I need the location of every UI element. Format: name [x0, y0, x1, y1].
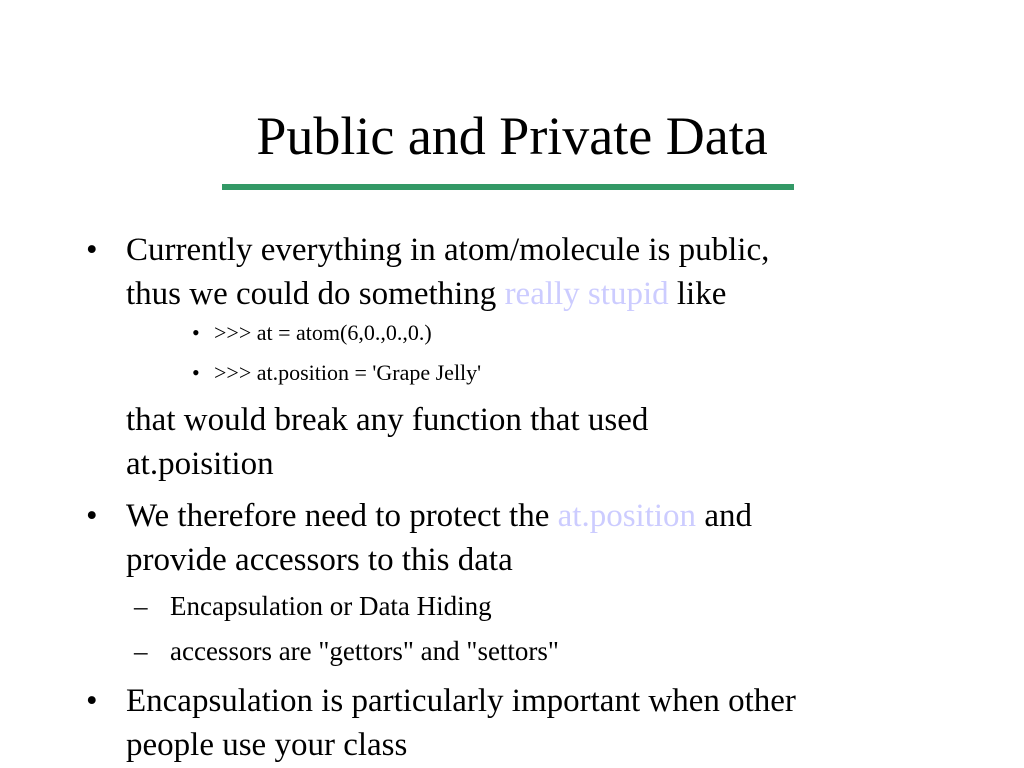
- bullet-1-line-2-pre: thus we could do something: [126, 276, 505, 312]
- title-underline: [222, 184, 794, 190]
- bullet-3-text: [126, 679, 966, 767]
- code-line-2-text: >>> at.position = 'Grape Jelly': [214, 360, 482, 385]
- bullet-1-text: [126, 228, 966, 316]
- sub-bullet-1-text: Encapsulation or Data Hiding: [170, 591, 492, 621]
- bullet-2-text: [126, 494, 966, 582]
- bullet-3-line-1: Encapsulation is particularly important when other: [126, 683, 796, 719]
- sub-bullet-marker: •: [192, 360, 200, 385]
- bullet-marker: •: [86, 683, 98, 719]
- bullet-3-line-2: people use your class: [126, 727, 408, 763]
- slide-title: Public and Private Data: [256, 106, 768, 166]
- sub-bullet-marker: •: [192, 320, 200, 345]
- dash-marker: –: [134, 591, 148, 621]
- sub-bullet-2-text: accessors are "gettors" and "settors": [170, 636, 559, 666]
- bullet-marker: •: [86, 232, 98, 268]
- bullet-2-line-2: provide accessors to this data: [126, 542, 513, 578]
- bullet-1-line-2-post: like: [668, 276, 727, 312]
- bullet-1-line-1: Currently everything in atom/molecule is public,: [126, 232, 770, 268]
- bullet-marker: •: [86, 498, 98, 534]
- highlight-at-position: at.position: [557, 498, 697, 534]
- continuation-line-2: at.poisition: [126, 446, 274, 482]
- continuation-line-1: that would break any function that used: [126, 402, 649, 438]
- bullet-2-line-1: [126, 494, 966, 538]
- code-line-1-text: >>> at = atom(6,0.,0.,0.): [214, 320, 432, 345]
- dash-marker: –: [134, 636, 148, 666]
- highlight-really-stupid: really stupid: [504, 276, 669, 312]
- bullet-2-line-1-post: and: [696, 498, 752, 534]
- bullet-1-line-2: [126, 272, 966, 316]
- bullet-2-line-1-pre: We therefore need to protect the: [126, 498, 558, 534]
